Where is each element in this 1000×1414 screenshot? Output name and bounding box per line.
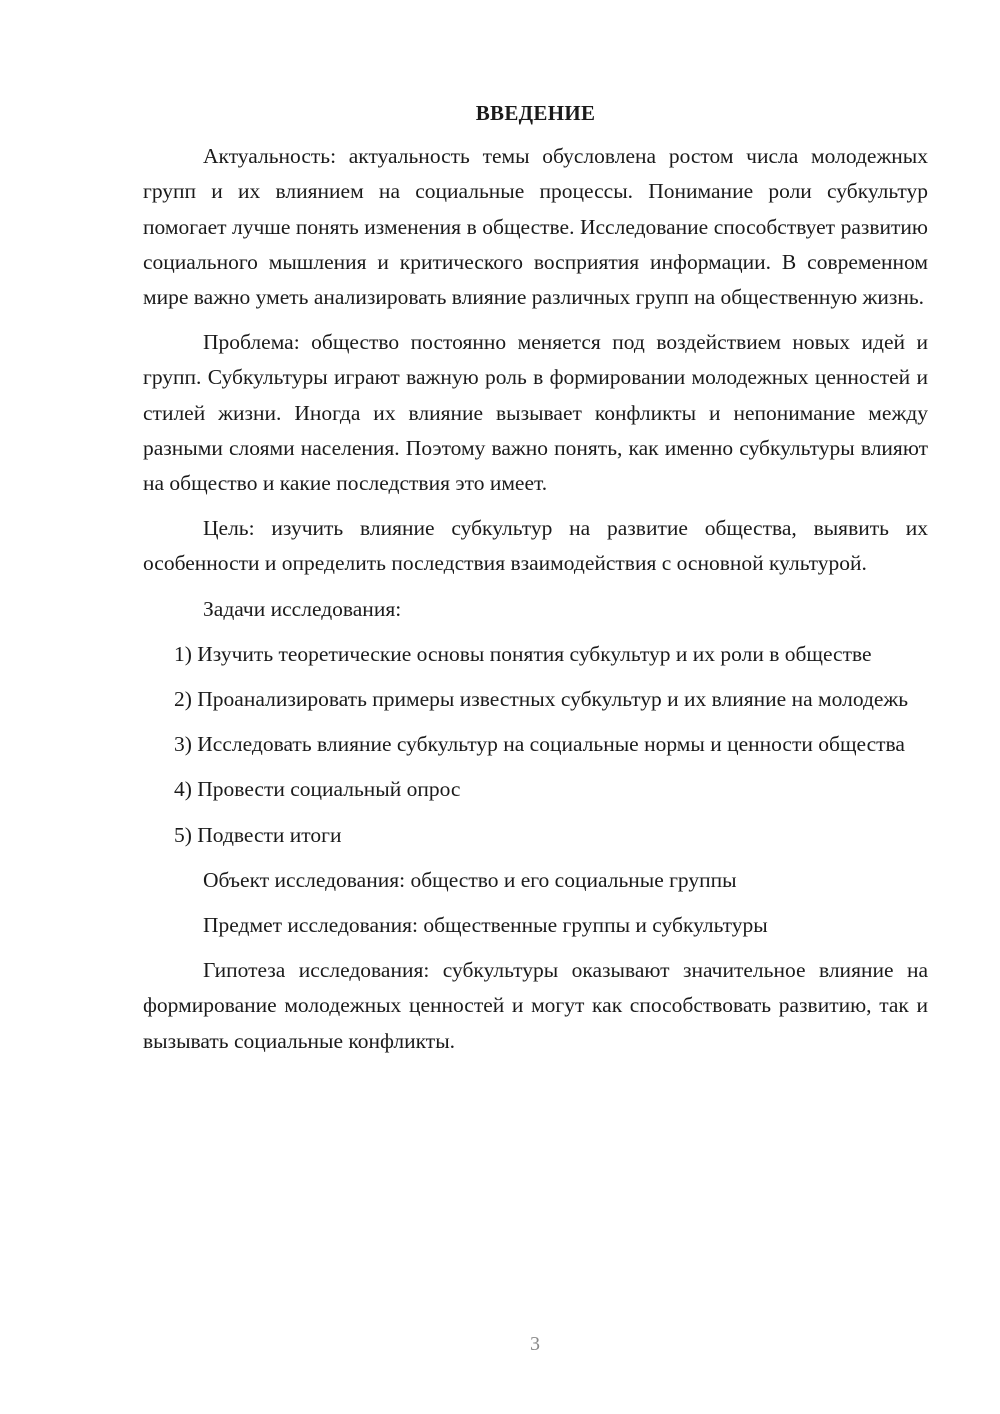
task-item-1: 1) Изучить теоретические основы понятия субкультур и их роли в обществе bbox=[174, 641, 872, 666]
hypothesis-paragraph: Гипотеза исследования: субкультуры оказывают значительное влияние на формирование молодежных ценностей и могут как способствовать развитию, так и вызывать социальные конфликты. bbox=[143, 958, 928, 1053]
page-title: ВВЕДЕНИЕ bbox=[475, 101, 596, 125]
subject-paragraph: Предмет исследования: общественные группы и субкультуры bbox=[203, 913, 768, 938]
object-paragraph: Объект исследования: общество и его социальные группы bbox=[203, 867, 737, 892]
task-item-2: 2) Проанализировать примеры известных субкультур и их влияние на молодежь bbox=[174, 687, 909, 712]
task-item-5: 5) Подвести итоги bbox=[174, 822, 342, 847]
relevance-paragraph: Актуальность: актуальность темы обусловлена ростом числа молодежных групп и их влиянием на социальные процессы. Понимание роли субкультур помогает лучше понять изменения в обществе. Исследование способствует развитию социального мышления и критического восприятия информации. В современном мире важно уметь анализировать влияние различных групп на общественную жизнь. bbox=[143, 144, 928, 310]
task-item-3: 3) Исследовать влияние субкультур на социальные нормы и ценности общества bbox=[174, 732, 905, 757]
page-number: 3 bbox=[530, 1333, 540, 1355]
task-item-4: 4) Провести социальный опрос bbox=[174, 777, 461, 802]
tasks-title: Задачи исследования: bbox=[203, 596, 402, 621]
problem-paragraph: Проблема: общество постоянно меняется под воздействием новых идей и групп. Субкультуры играют важную роль в формировании молодежных ценностей и стилей жизни. Иногда их влияние вызывает конфликты и непонимание между разными слоями населения. Поэтому важно понять, как именно субкультуры влияют на общество и какие последствия это имеет. bbox=[143, 330, 928, 496]
document-page bbox=[143, 96, 928, 1069]
goal-paragraph: Цель: изучить влияние субкультур на развитие общества, выявить их особенности и определить последствия взаимодействия с основной культурой. bbox=[143, 516, 928, 576]
